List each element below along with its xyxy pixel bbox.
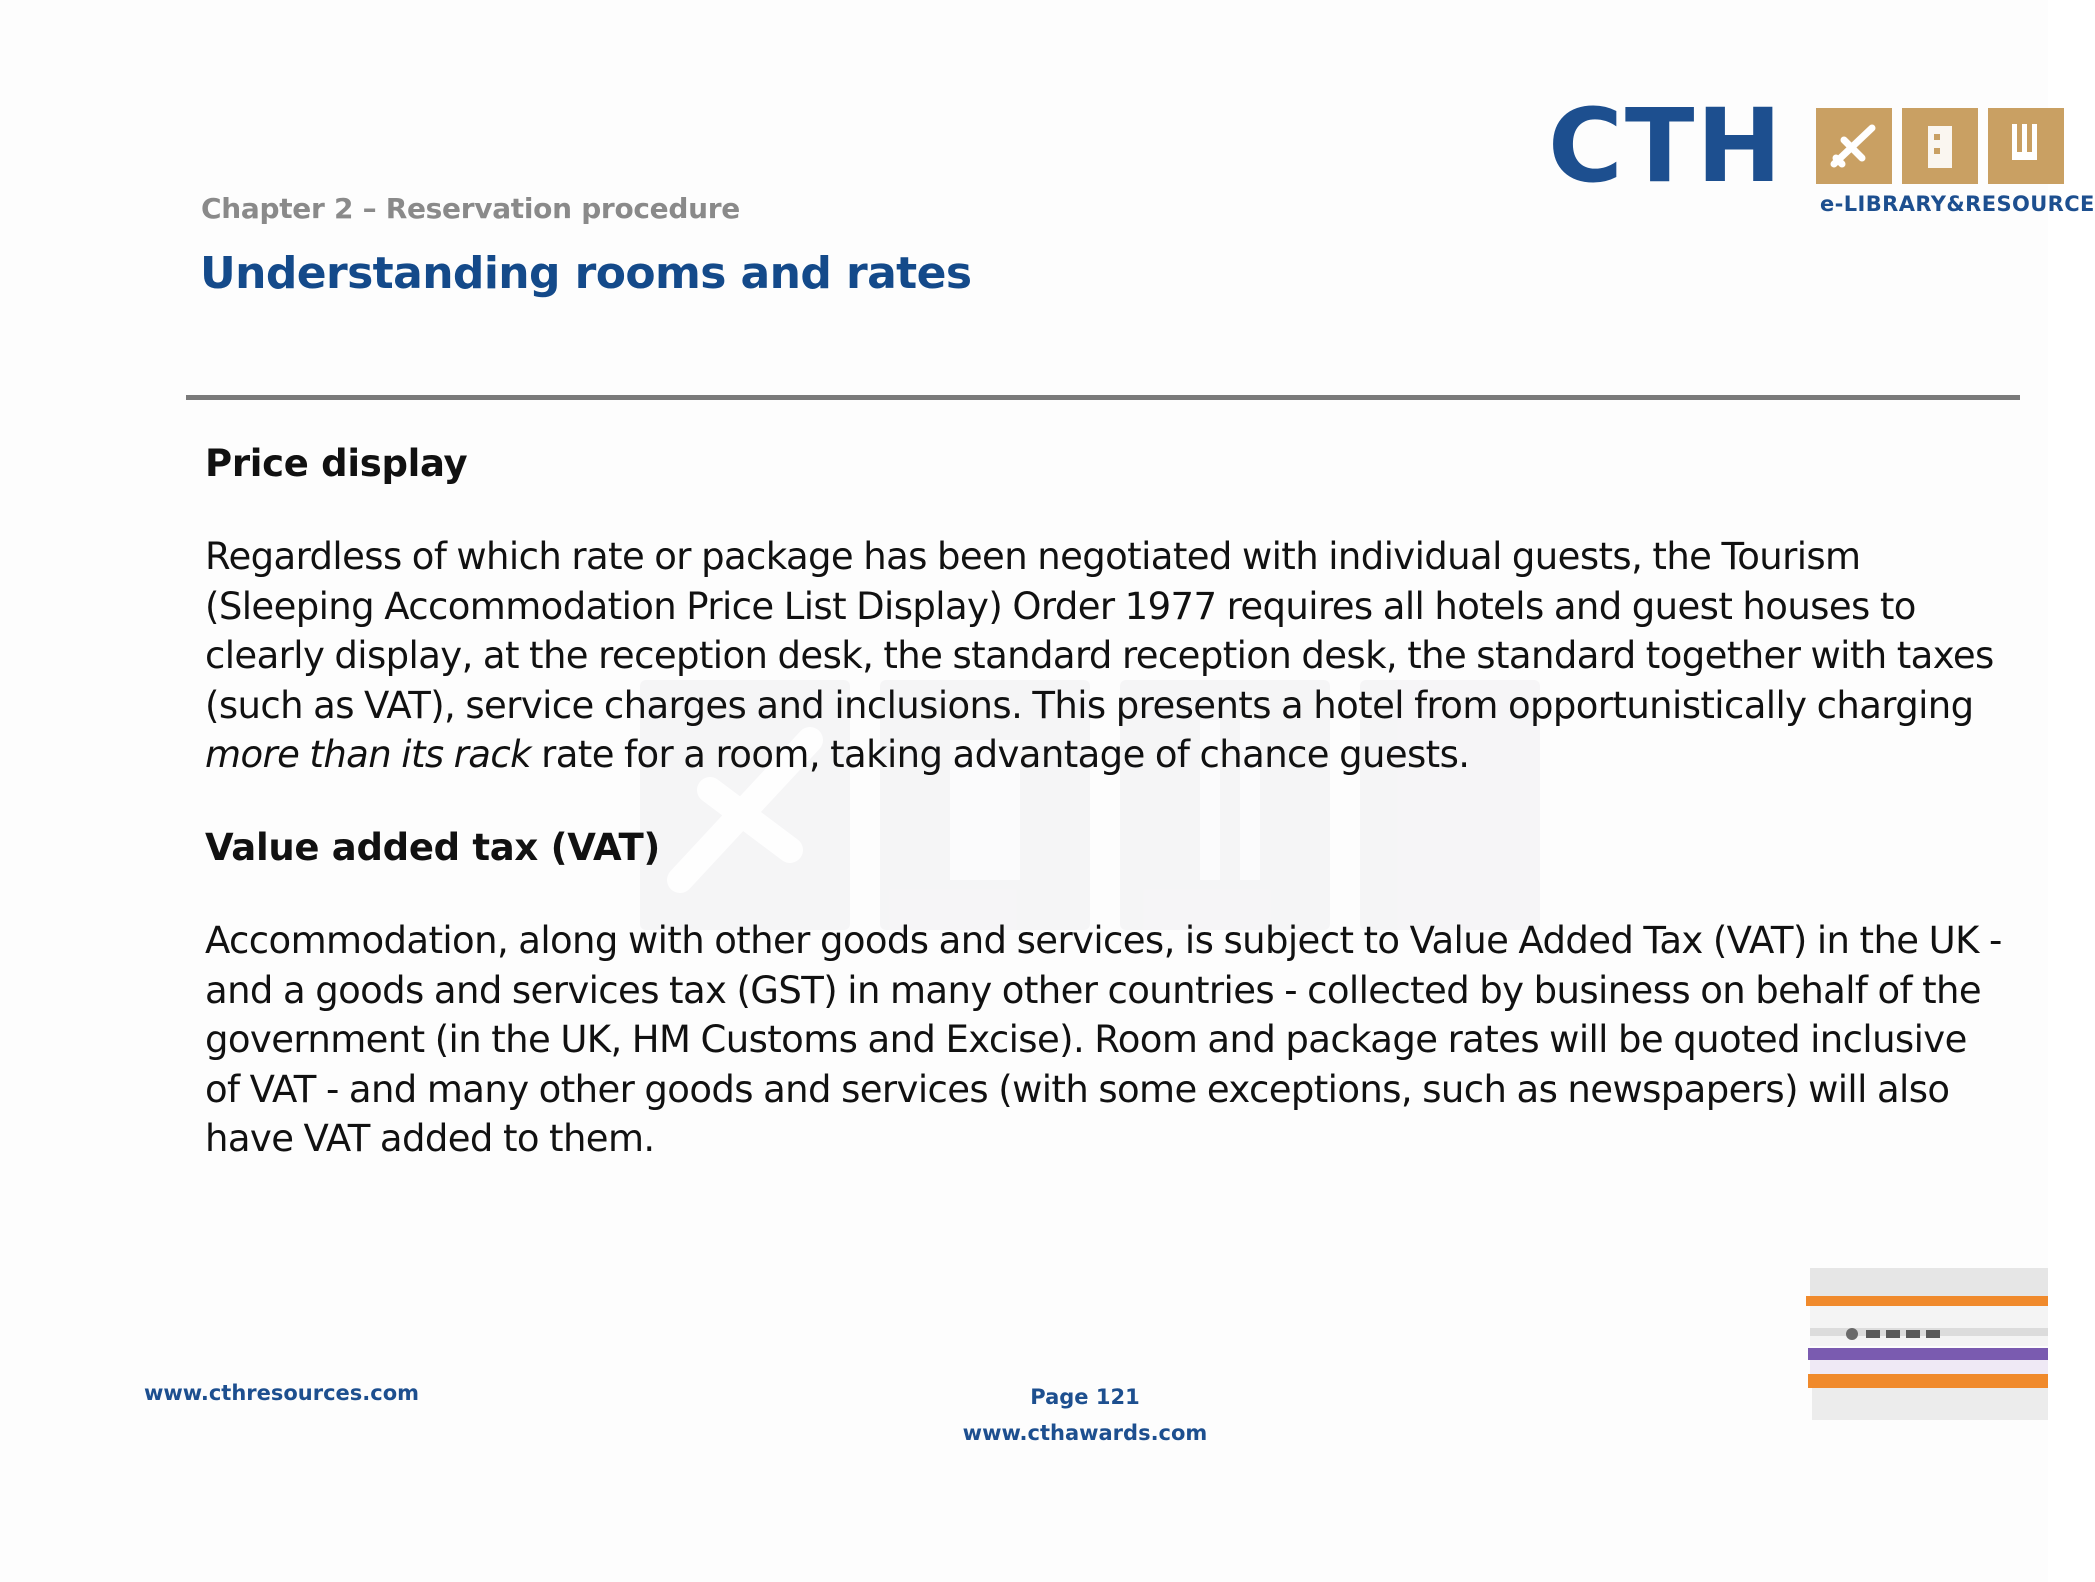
- logo-subtitle: e-LIBRARY&RESOURCE: [1820, 192, 2095, 216]
- fork-icon: [1988, 108, 2064, 184]
- building-icon: [1902, 108, 1978, 184]
- paragraph-text: rate for a room, taking advantage of chance guests.: [530, 733, 1470, 777]
- cth-logo: [1548, 87, 2095, 224]
- footer-awards-link[interactable]: www.cthawards.com: [962, 1421, 1208, 1445]
- section-heading-vat: Value added tax (VAT): [205, 825, 661, 869]
- logo-text: CTH: [1548, 87, 1784, 206]
- header-divider: [186, 395, 2020, 400]
- page-number: Page 121: [1030, 1385, 1140, 1409]
- section-paragraph-price-display: [205, 532, 2005, 780]
- books-stack-icon: [1800, 1262, 2048, 1432]
- airplane-icon: [1816, 108, 1892, 184]
- chapter-label: Chapter 2 – Reservation procedure: [201, 192, 740, 225]
- section-paragraph-vat: Accommodation, along with other goods and services, is subject to Value Added Tax (VAT) in the UK - and a goods and services tax (GST) in many other countries - collected by business on behalf of the government (in the UK, HM Customs and Excise). Room and package rates will be quoted inclusive of VAT - and many other goods and services (with some exceptions, such as newspapers) will also have VAT added to them.: [205, 918, 2002, 1161]
- section-heading-price-display: Price display: [205, 442, 468, 485]
- footer-resources-link[interactable]: www.cthresources.com: [144, 1381, 420, 1405]
- logo-tiles: [1816, 108, 2064, 184]
- paragraph-italic-text: more than its rack: [205, 733, 531, 777]
- paragraph-text: Regardless of which rate or package has been negotiated with individual guests, the Tourism (Sleeping Accommodation Price List Display) Order 1977 requires all hotels and guest houses to clearly display, at the reception desk, the standard reception desk, the standard together with taxes (such as VAT), service charges and inclusions. This presents a hotel from opportunistically charging: [205, 535, 1994, 727]
- main-content: [205, 434, 2005, 1202]
- page-title: Understanding rooms and rates: [200, 248, 972, 299]
